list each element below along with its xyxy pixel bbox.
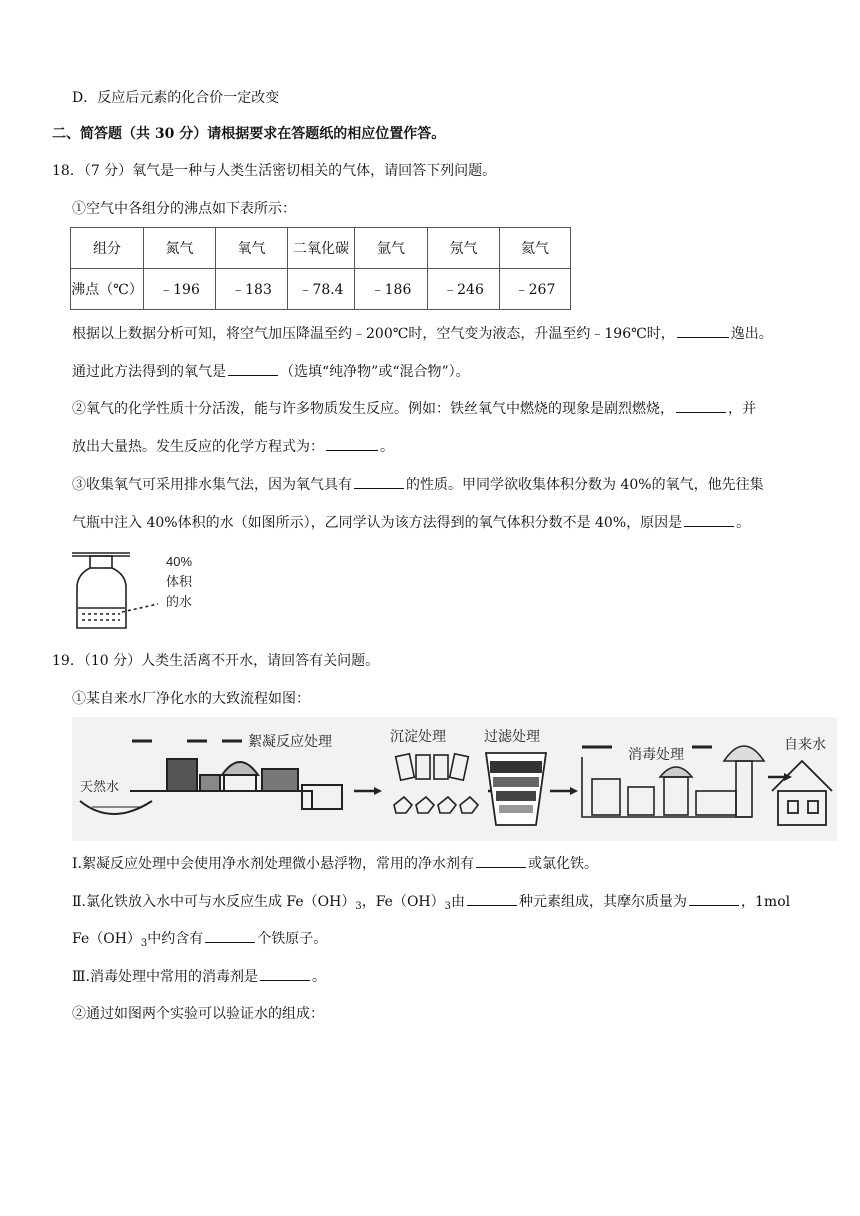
text: （选填“纯净物”或“混合物”）。 bbox=[280, 364, 470, 380]
option-d: D．反应后元素的化合价一定改变 bbox=[72, 90, 280, 106]
label-filtration: 过滤处理 bbox=[484, 728, 540, 744]
text: 。 bbox=[380, 439, 394, 455]
text: 放出大量热。发生反应的化学方程式为： bbox=[72, 439, 324, 455]
label-settling: 沉淀处理 bbox=[390, 728, 446, 744]
text: ③收集氧气可采用排水集气法，因为氧气具有 bbox=[72, 477, 352, 493]
water-treatment-flow-figure bbox=[72, 717, 837, 841]
answer-blank[interactable] bbox=[326, 436, 378, 451]
figure-label: 的水 bbox=[166, 594, 193, 609]
q18-part3c-line bbox=[72, 512, 750, 533]
answer-blank[interactable] bbox=[684, 512, 734, 527]
answer-blank[interactable] bbox=[689, 891, 739, 906]
q18-part3-line bbox=[72, 474, 764, 495]
text: ，并 bbox=[728, 401, 756, 417]
q19-II-line bbox=[72, 891, 790, 914]
q18-stem: 18．（7 分）氧气是一种与人类生活密切相关的气体，请回答下列问题。 bbox=[52, 163, 497, 179]
answer-blank[interactable] bbox=[677, 323, 729, 338]
table-cell: 氧气 bbox=[216, 228, 288, 269]
gas-bottle-icon bbox=[72, 553, 158, 628]
table-cell: ﹣246 bbox=[428, 269, 500, 310]
table-cell: 氖气 bbox=[428, 228, 500, 269]
section-2-heading: 二、简答题（共 30 分）请根据要求在答题纸的相应位置作答。 bbox=[52, 126, 446, 142]
answer-blank[interactable] bbox=[260, 966, 310, 981]
figure-label: 体积 bbox=[166, 574, 193, 589]
q18-part1-intro: ①空气中各组分的沸点如下表所示： bbox=[72, 201, 296, 217]
answer-blank[interactable] bbox=[205, 928, 255, 943]
table-cell: 组分 bbox=[71, 228, 144, 269]
text: 。 bbox=[736, 515, 751, 531]
q19-part2: ②通过如图两个实验可以验证水的组成： bbox=[72, 1006, 324, 1022]
q19-II-line2 bbox=[72, 928, 327, 951]
table-cell: 沸点（℃） bbox=[71, 269, 144, 310]
text: 中约含有 bbox=[147, 931, 204, 947]
answer-blank[interactable] bbox=[467, 891, 517, 906]
table-cell: ﹣186 bbox=[355, 269, 428, 310]
table-row bbox=[71, 269, 571, 310]
boiling-point-table bbox=[70, 227, 571, 310]
text: 的性质。甲同学欲收集体积分数为 40%的氧气，他先往集 bbox=[406, 477, 764, 493]
floc-tank-icon bbox=[167, 759, 197, 791]
table-cell: 氦气 bbox=[500, 228, 571, 269]
text: 气瓶中注入 40%体积的水（如图所示），乙同学认为该方法得到的氧气体积分数不是 40%，原因是 bbox=[72, 515, 683, 531]
text: ②氧气的化学性质十分活泼，能与许多物质发生反应。例如：铁丝氧气中燃烧的现象是剧烈燃烧， bbox=[72, 401, 674, 417]
q19-I-line bbox=[72, 853, 598, 874]
q19-III-line bbox=[72, 966, 326, 987]
q19-stem: 19．（10 分）人类生活离不开水，请回答有关问题。 bbox=[52, 653, 380, 669]
answer-blank[interactable] bbox=[476, 853, 526, 868]
q18-part2c-line bbox=[72, 436, 394, 457]
text: 或氯化铁。 bbox=[527, 856, 598, 872]
label-natural-water: 天然水 bbox=[80, 779, 120, 794]
q18-p2-line bbox=[72, 361, 470, 382]
subscript: 3 bbox=[355, 901, 362, 912]
table-cell: ﹣267 bbox=[500, 269, 571, 310]
answer-blank[interactable] bbox=[354, 474, 404, 489]
q19-part1: ①某自来水厂净化水的大致流程如图： bbox=[72, 691, 310, 707]
gas-bottle-figure bbox=[70, 548, 210, 638]
table-cell: 氮气 bbox=[144, 228, 216, 269]
subscript: 3 bbox=[444, 901, 452, 912]
filter-tank-icon bbox=[486, 753, 546, 825]
text: 通过此方法得到的氧气是 bbox=[72, 364, 226, 380]
text: 个铁原子。 bbox=[257, 931, 328, 947]
table-row bbox=[71, 228, 571, 269]
text: 由 bbox=[451, 894, 466, 910]
text: Ⅱ.氯化铁放入水中可与水反应生成 Fe（OH） bbox=[72, 894, 356, 910]
text: Ⅰ.絮凝反应处理中会使用净水剂处理微小悬浮物，常用的净水剂有 bbox=[72, 856, 474, 872]
label-disinfection: 消毒处理 bbox=[628, 746, 684, 762]
text: ，1mol bbox=[741, 894, 791, 910]
text: ，Fe（OH） bbox=[361, 894, 445, 910]
q18-part2-line bbox=[72, 398, 756, 419]
q18-p1-line bbox=[72, 323, 773, 344]
answer-blank[interactable] bbox=[676, 398, 726, 413]
text: 根据以上数据分析可知，将空气加压降温至约﹣200℃时，空气变为液态，升温至约﹣196℃时， bbox=[72, 326, 675, 342]
table-cell: 氩气 bbox=[355, 228, 428, 269]
text: 逸出。 bbox=[730, 326, 773, 342]
table-cell: 二氧化碳 bbox=[288, 228, 355, 269]
answer-blank[interactable] bbox=[228, 361, 278, 376]
text: 种元素组成，其摩尔质量为 bbox=[519, 894, 688, 910]
text: 。 bbox=[311, 969, 326, 985]
label-flocculation: 絮凝反应处理 bbox=[248, 733, 332, 749]
table-cell: ﹣183 bbox=[216, 269, 288, 310]
label-tap-water: 自来水 bbox=[784, 736, 826, 752]
table-cell: ﹣78.4 bbox=[288, 269, 355, 310]
subscript: 3 bbox=[140, 938, 148, 949]
table-cell: ﹣196 bbox=[144, 269, 216, 310]
figure-label: 40% bbox=[166, 554, 193, 569]
text: Ⅲ.消毒处理中常用的消毒剂是 bbox=[72, 969, 258, 985]
text: Fe（OH） bbox=[72, 931, 141, 947]
